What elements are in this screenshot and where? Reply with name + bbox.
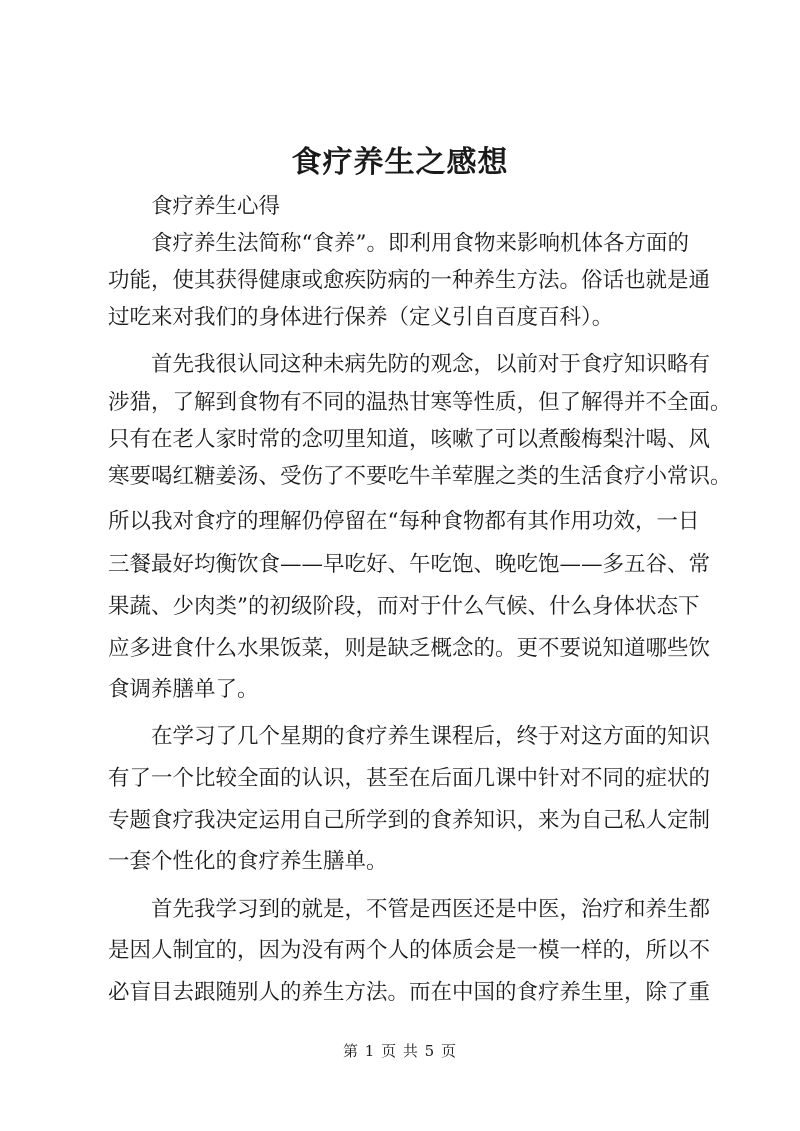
body-line: 必盲目去跟随别人的养生方法。而在中国的食疗养生里，除了重 bbox=[108, 980, 711, 1005]
body-line: 食疗养生心得 bbox=[108, 194, 281, 219]
body-line: 过吃来对我们的身体进行保养（定义引自百度百科）。 bbox=[108, 305, 614, 330]
body-line: 果蔬、少肉类”的初级阶段，而对于什么气候、什么身体状态下 bbox=[108, 594, 700, 619]
body-line: 首先我很认同这种未病先防的观念，以前对于食疗知识略有 bbox=[108, 352, 711, 377]
body-line: 寒要喝红糖姜汤、受伤了不要吃牛羊荤腥之类的生活食疗小常识。 bbox=[108, 464, 732, 489]
body-line: 是因人制宜的，因为没有两个人的体质会是一模一样的，所以不 bbox=[108, 938, 711, 963]
page-footer: 第 1 页 共 5 页 bbox=[343, 1042, 457, 1060]
body-line: 三餐最好均衡饮食——早吃好、午吃饱、晚吃饱——多五谷、常 bbox=[108, 552, 711, 577]
body-line: 一套个性化的食疗养生膳单。 bbox=[108, 849, 388, 874]
body-line: 食疗养生法简称“食养”。即利用食物来影响机体各方面的 bbox=[108, 231, 689, 256]
body-line: 食调养膳单了。 bbox=[108, 677, 259, 702]
body-line: 在学习了几个星期的食疗养生课程后，终于对这方面的知识 bbox=[108, 724, 711, 749]
body-line: 功能，使其获得健康或愈疾防病的一种养生方法。俗话也就是通 bbox=[108, 268, 711, 293]
body-line: 只有在老人家时常的念叨里知道，咳嗽了可以煮酸梅梨汁喝、风 bbox=[108, 427, 711, 452]
body-line: 专题食疗我决定运用自己所学到的食养知识，来为自己私人定制 bbox=[108, 808, 711, 833]
body-line: 有了一个比较全面的认识，甚至在后面几课中针对不同的症状的 bbox=[108, 766, 711, 791]
body-line: 应多进食什么水果饭菜，则是缺乏概念的。更不要说知道哪些饮 bbox=[108, 636, 711, 661]
body-line: 首先我学习到的就是，不管是西医还是中医，治疗和养生都 bbox=[108, 897, 711, 922]
body-line: 涉猎，了解到食物有不同的温热甘寒等性质，但了解得并不全面。 bbox=[108, 390, 732, 415]
document-title: 食疗养生之感想 bbox=[291, 145, 509, 180]
body-line: 所以我对食疗的理解仍停留在“每种食物都有其作用功效，一日 bbox=[108, 509, 700, 534]
